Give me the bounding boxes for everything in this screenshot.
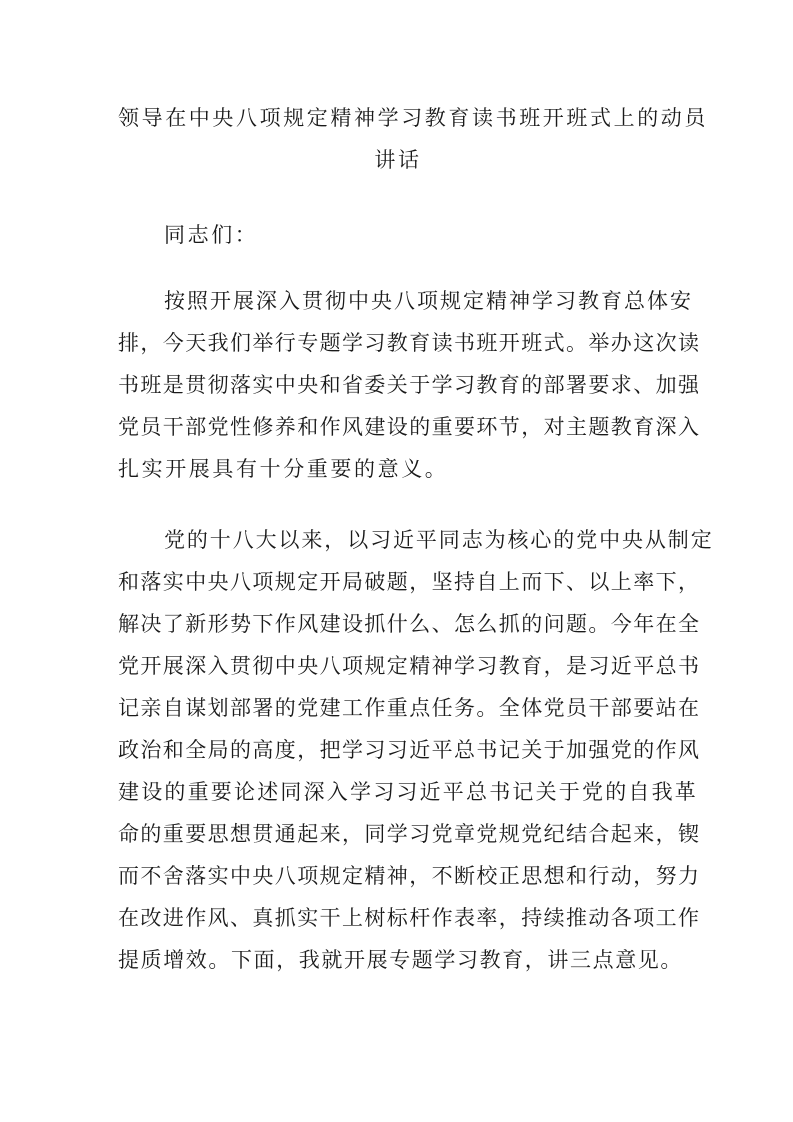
paragraph-2-line-8: 命的重要思想贯通起来，同学习党章党规党纪结合起来，锲 [118, 822, 701, 846]
paragraph-2-line-10: 在改进作风、真抓实干上树标杆作表率，持续推动各项工作 [118, 906, 701, 930]
paragraph-1-line-2: 排，今天我们举行专题学习教育读书班开班式。举办这次读 [118, 331, 701, 355]
paragraph-2-line-9: 而不舍落实中央八项规定精神，不断校正思想和行动，努力 [118, 864, 701, 888]
paragraph-1-line-4: 党员干部党性修养和作风建设的重要环节，对主题教育深入 [118, 415, 701, 439]
paragraph-1-line-1: 按照开展深入贯彻中央八项规定精神学习教育总体安 [164, 289, 693, 313]
paragraph-2-line-7: 建设的重要论述同深入学习习近平总书记关于党的自我革 [118, 780, 698, 804]
paragraph-1-line-5: 扎实开展具有十分重要的意义。 [118, 457, 449, 481]
document-title-line-2: 讲话 [374, 148, 422, 172]
paragraph-1-line-3: 书班是贯彻落实中央和省委关于学习教育的部署要求、加强 [118, 373, 701, 397]
document-title-line-1: 领导在中央八项规定精神学习教育读书班开班式上的动员 [118, 106, 708, 130]
paragraph-2-line-6: 政治和全局的高度，把学习习近平总书记关于加强党的作风 [118, 738, 701, 762]
paragraph-2-line-2: 和落实中央八项规定开局破题，坚持自上而下、以上率下， [118, 570, 701, 594]
paragraph-2-line-4: 党开展深入贯彻中央八项规定精神学习教育，是习近平总书 [118, 654, 701, 678]
paragraph-2-line-5: 记亲自谋划部署的党建工作重点任务。全体党员干部要站在 [118, 696, 701, 720]
paragraph-2-line-1: 党的十八大以来，以习近平同志为核心的党中央从制定 [164, 528, 714, 552]
paragraph-2-line-3: 解决了新形势下作风建设抓什么、怎么抓的问题。今年在全 [118, 612, 701, 636]
salutation: 同志们： [164, 223, 259, 247]
paragraph-2-line-11: 提质增效。下面，我就开展专题学习教育，讲三点意见。 [118, 948, 683, 972]
